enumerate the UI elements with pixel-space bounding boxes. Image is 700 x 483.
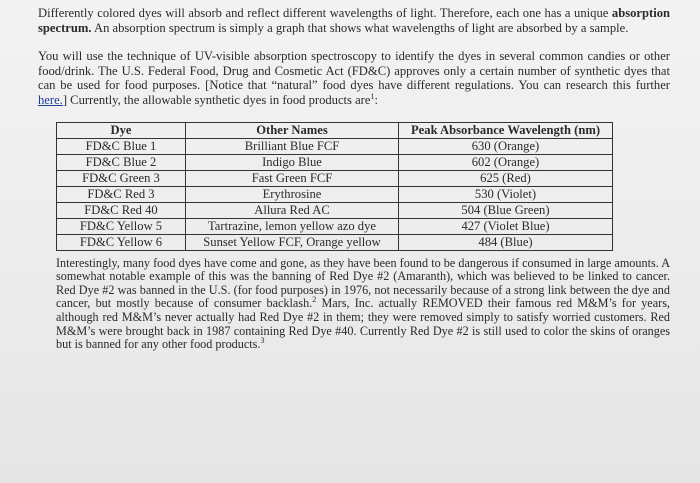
header-dye: Dye xyxy=(57,122,186,138)
table-row xyxy=(57,202,613,218)
history-text-1: Interestingly, many food dyes have come and gone, as they have been found to be dangerous if consumed in large amounts. A somewhat notable example of this was the banning of Red Dye #2 (Amaranth), which was believed to be linked to cancer. Red Dye #2 was banned in the U.S. (for food purposes) in 1976, not necessarily because of a strong link between the dye and cancer, but mostly because of consumer backlash. xyxy=(56,255,670,311)
intro-paragraph xyxy=(38,6,670,35)
table-row xyxy=(57,186,613,202)
table-row xyxy=(57,154,613,170)
peak-wavelength-cell: 427 (Violet Blue) xyxy=(399,218,613,234)
other-names-cell: Fast Green FCF xyxy=(186,170,399,186)
table-row xyxy=(57,218,613,234)
footnote-marker-3: 3 xyxy=(260,336,265,346)
other-names-cell: Sunset Yellow FCF, Orange yellow xyxy=(186,234,399,250)
header-peak-wavelength: Peak Absorbance Wavelength (nm) xyxy=(399,122,613,138)
dye-cell: FD&C Blue 2 xyxy=(57,154,186,170)
dye-table-container xyxy=(56,122,670,251)
history-paragraph xyxy=(56,257,670,352)
dye-cell: FD&C Yellow 5 xyxy=(57,218,186,234)
technique-text-end: ] Currently, the allowable synthetic dyes in food products are xyxy=(62,92,371,107)
peak-wavelength-cell: 625 (Red) xyxy=(399,170,613,186)
table-row xyxy=(57,138,613,154)
other-names-cell: Tartrazine, lemon yellow azo dye xyxy=(186,218,399,234)
table-row xyxy=(57,170,613,186)
other-names-cell: Erythrosine xyxy=(186,186,399,202)
other-names-cell: Indigo Blue xyxy=(186,154,399,170)
technique-text: You will use the technique of UV-visible absorption spectroscopy to identify the dyes in several common candies or other food/drink. The U.S. Federal Food, Drug and Cosmetic Act (FD&C) approves only a certain number of synthetic dyes that can be used for food purposes. [Notice that “natural” food dyes have different regulations. You can research this further xyxy=(38,49,670,93)
history-text-2: Mars, Inc. actually REMOVED their famous red M&M’s for years, although red M&M’s never actually had Red Dye #2 in them; they were removed simply to satisfy worried customers. Red M&M’s were brought back in 1987 containing Red Dye #40. Currently Red Dye #2 is still used to color the skins of oranges but is banned for any other food products. xyxy=(56,296,670,352)
document-body xyxy=(38,6,670,352)
technique-paragraph xyxy=(38,49,670,107)
dye-cell: FD&C Blue 1 xyxy=(57,138,186,154)
footnote-marker-2: 2 xyxy=(312,295,317,305)
peak-wavelength-cell: 484 (Blue) xyxy=(399,234,613,250)
peak-wavelength-cell: 530 (Violet) xyxy=(399,186,613,202)
dye-cell: FD&C Yellow 6 xyxy=(57,234,186,250)
technique-colon: : xyxy=(374,92,378,107)
table-header-row xyxy=(57,122,613,138)
table-row xyxy=(57,234,613,250)
here-link[interactable]: here. xyxy=(38,92,63,107)
intro-text-1: Differently colored dyes will absorb and reflect different wavelengths of light. Therefore, each one has a unique xyxy=(38,6,612,20)
peak-wavelength-cell: 504 (Blue Green) xyxy=(399,202,613,218)
other-names-cell: Brilliant Blue FCF xyxy=(186,138,399,154)
footnote-marker-1: 1 xyxy=(370,91,375,101)
other-names-cell: Allura Red AC xyxy=(186,202,399,218)
peak-wavelength-cell: 630 (Orange) xyxy=(399,138,613,154)
dye-cell: FD&C Red 40 xyxy=(57,202,186,218)
dye-cell: FD&C Red 3 xyxy=(57,186,186,202)
dye-cell: FD&C Green 3 xyxy=(57,170,186,186)
absorption-spectrum-term: absorption spectrum. xyxy=(38,6,670,35)
dye-table xyxy=(56,122,613,251)
intro-text-2: An absorption spectrum is simply a graph that shows what wavelengths of light are absorbed by a sample. xyxy=(91,20,629,35)
header-other-names: Other Names xyxy=(186,122,399,138)
peak-wavelength-cell: 602 (Orange) xyxy=(399,154,613,170)
